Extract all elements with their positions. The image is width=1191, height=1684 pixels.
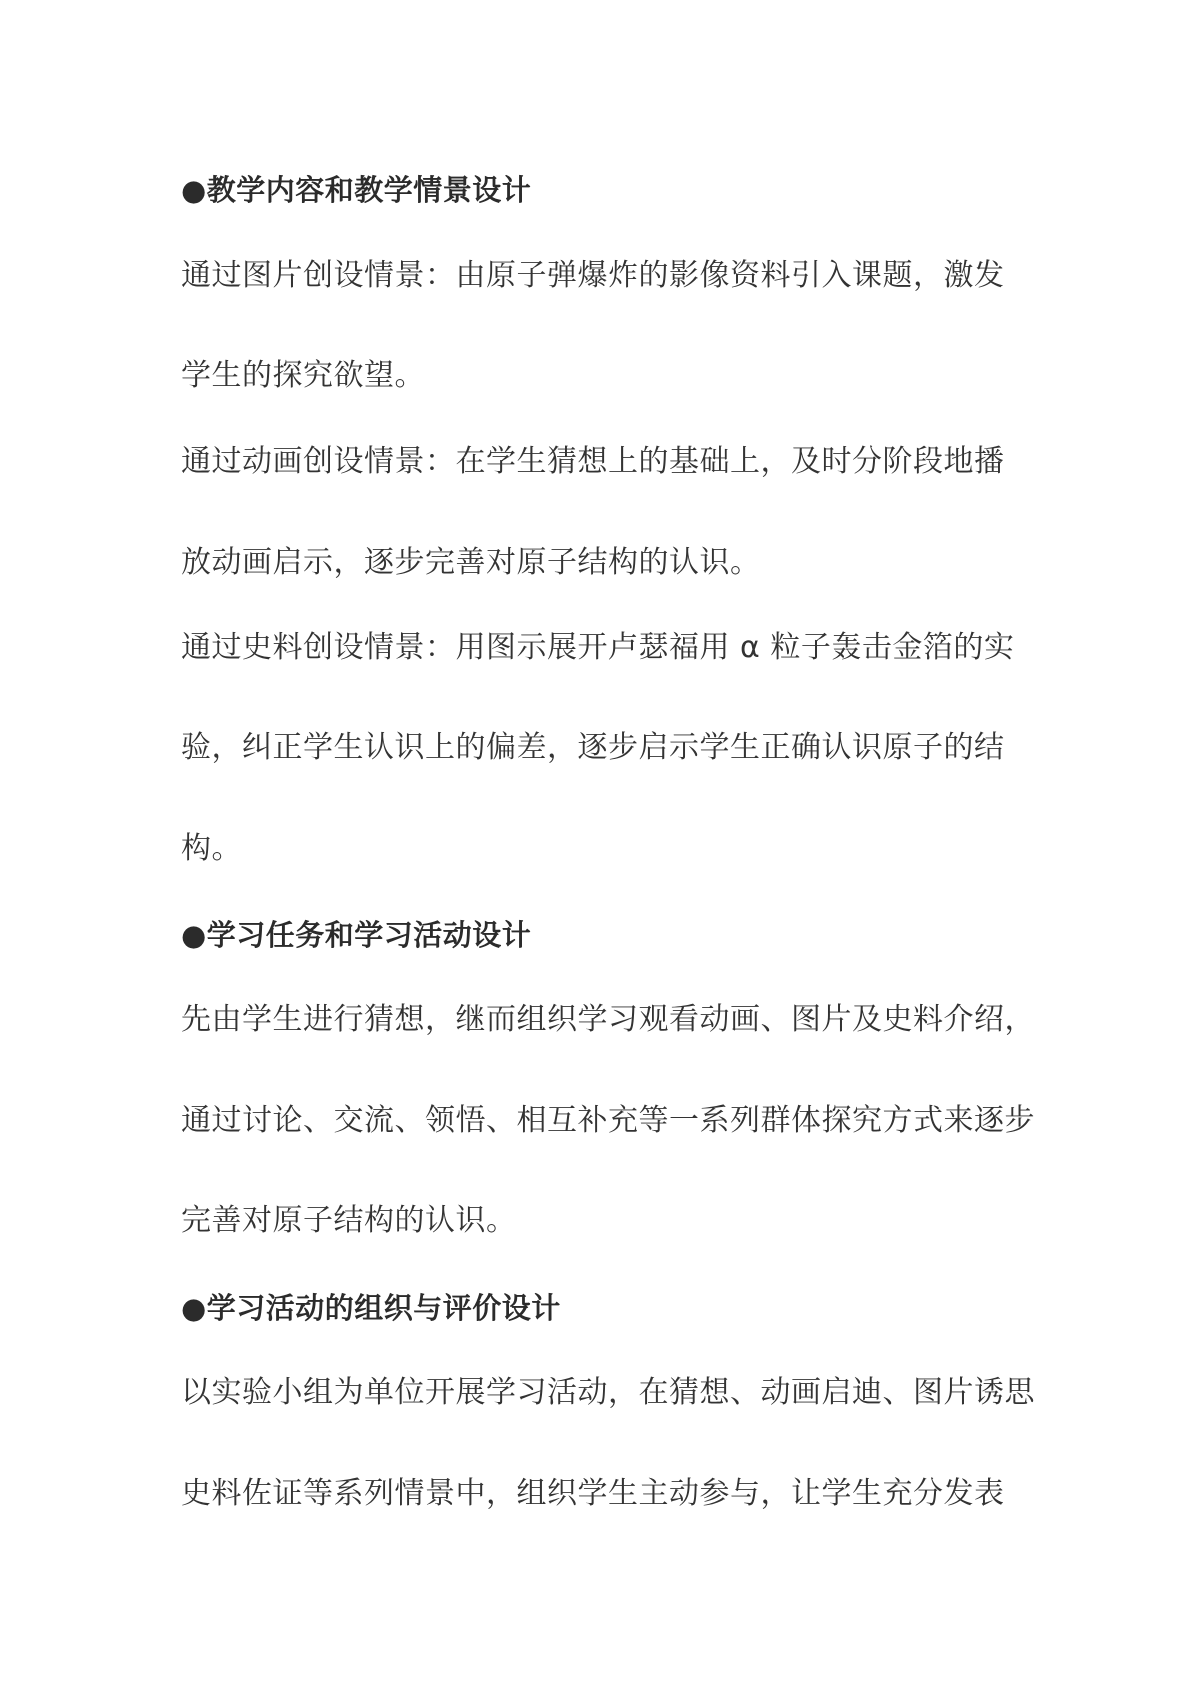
section-heading-organization-evaluation: ●学习活动的组织与评价设计 xyxy=(181,1291,561,1325)
paragraph-line: 通过动画创设情景：在学生猜想上的基础上，及时分阶段地播 xyxy=(181,444,1005,479)
paragraph-line: 放动画启示，逐步完善对原子结构的认识。 xyxy=(181,545,761,580)
section-heading-teaching-content: ●教学内容和教学情景设计 xyxy=(181,173,532,207)
paragraph-line: 验，纠正学生认识上的偏差，逐步启示学生正确认识原子的结 xyxy=(181,730,1005,765)
paragraph-line: 学生的探究欲望。 xyxy=(181,358,425,393)
paragraph-line: 通过图片创设情景：由原子弹爆炸的影像资料引入课题，激发 xyxy=(181,258,1005,293)
paragraph-line: 通过史料创设情景：用图示展开卢瑟福用 α 粒子轰击金箔的实 xyxy=(181,630,1015,665)
paragraph-line: 以实验小组为单位开展学习活动，在猜想、动画启迪、图片诱思 xyxy=(181,1375,1035,1410)
paragraph-line: 先由学生进行猜想，继而组织学习观看动画、图片及史料介绍， xyxy=(181,1002,1035,1037)
paragraph-line: 构。 xyxy=(181,831,242,866)
paragraph-line: 完善对原子结构的认识。 xyxy=(181,1203,517,1238)
paragraph-line: 史料佐证等系列情景中，组织学生主动参与，让学生充分发表 xyxy=(181,1476,1005,1511)
section-heading-learning-tasks: ●学习任务和学习活动设计 xyxy=(181,918,532,952)
paragraph-line: 通过讨论、交流、领悟、相互补充等一系列群体探究方式来逐步 xyxy=(181,1103,1035,1138)
